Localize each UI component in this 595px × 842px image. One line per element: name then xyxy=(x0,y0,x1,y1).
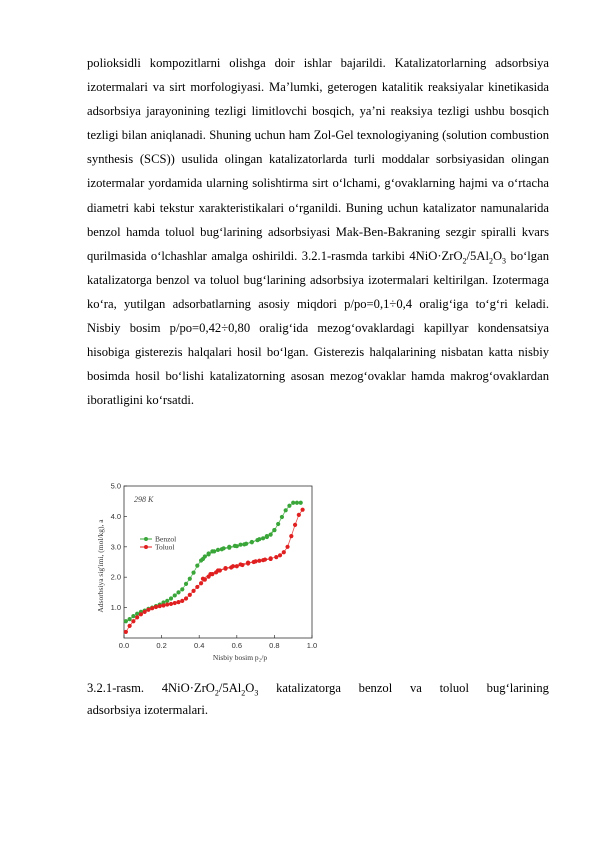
series-0 xyxy=(124,501,303,624)
data-point xyxy=(274,555,278,559)
paragraph-text: bo‘lgan katalizatorga benzol va toluol bug‘larining adsorbsiya izotermalari keltirilgan. Izotermaga ko‘ra, yutilgan adsorbatlarning asosiy miqdori p/po=0,1÷0,4 oralig‘iga to‘g‘ri keladi. Nisbiy bosim p/po=0,42÷0,80 oralig‘ida mezog‘ovaklardagi kapillyar kondensatsiya hisobiga gisterezis halqalari hosil bo‘lgan. Gisterezis halqalarining nisbatan katta nisbiy bosimda hosil bo‘lishi katalizatorning asosan mezog‘ovaklar hamda makrog‘ovaklardan iboratligini ko‘rsatdi. xyxy=(87,248,549,408)
series-3 xyxy=(201,557,273,581)
plot-frame xyxy=(124,486,312,638)
data-point xyxy=(208,572,212,576)
data-point xyxy=(158,604,162,608)
data-point xyxy=(165,599,169,603)
data-point xyxy=(161,603,165,607)
data-point xyxy=(201,577,205,581)
body-paragraph xyxy=(87,51,549,412)
adsorption-isotherm-figure xyxy=(92,476,322,664)
legend-label: Toluol xyxy=(155,542,175,552)
data-point xyxy=(291,501,295,505)
data-point xyxy=(216,568,220,572)
subscript: 2 xyxy=(462,256,467,266)
legend-marker xyxy=(144,537,148,541)
data-point xyxy=(287,504,291,508)
data-point xyxy=(173,593,177,597)
x-tick-label: 1.0 xyxy=(306,641,318,650)
data-point xyxy=(184,596,188,600)
data-point xyxy=(195,564,199,568)
data-point xyxy=(272,528,276,532)
temperature-annotation: 298 K xyxy=(134,495,154,504)
y-tick-label: 4.0 xyxy=(110,511,121,521)
data-point xyxy=(289,534,293,538)
figure-number: 3.2.1-rasm. xyxy=(87,681,145,695)
x-tick-label: 0.6 xyxy=(231,641,243,650)
data-point xyxy=(124,630,128,634)
x-tick-label: 0.4 xyxy=(193,641,205,650)
x-tick-label: 0.8 xyxy=(269,641,280,650)
data-point xyxy=(238,562,242,566)
data-point xyxy=(131,619,135,623)
data-point xyxy=(184,582,188,586)
data-point xyxy=(265,534,269,538)
data-point xyxy=(242,542,246,546)
data-point xyxy=(146,608,150,612)
axis-ticks xyxy=(111,482,318,651)
formula-part: /5Al xyxy=(466,248,489,263)
subscript: 2 xyxy=(214,688,219,698)
data-point xyxy=(135,612,139,616)
data-point xyxy=(284,508,288,512)
data-point xyxy=(143,610,147,614)
subscript: 2 xyxy=(241,688,246,698)
x-tick-label: 0.2 xyxy=(156,641,167,650)
data-point xyxy=(250,540,254,544)
data-point xyxy=(169,596,173,600)
data-point xyxy=(188,593,192,597)
data-point xyxy=(128,624,132,628)
data-point xyxy=(201,557,205,561)
data-point xyxy=(297,513,301,517)
data-point xyxy=(191,571,195,575)
data-point xyxy=(128,617,132,621)
data-point xyxy=(154,605,158,609)
data-point xyxy=(280,515,284,519)
data-point xyxy=(165,602,169,606)
data-point xyxy=(180,599,184,603)
data-point xyxy=(278,553,282,557)
data-point xyxy=(173,601,177,605)
data-point xyxy=(285,545,289,549)
data-point xyxy=(261,558,265,562)
subscript: 2 xyxy=(488,256,493,266)
paragraph-text: polioksidli kompozitlarni olishga doir ishlar bajarildi. Katalizatorlarning adsorbsiya izotermalari va sirt morfologiyasi. Ma’lumki, geterogen katalitik reaksiyalar kinetikasida adsorbsiya jarayonining tezligi limitlovchi bosqich, ya’ni reaksiya tezligi ushbu bosqich tezligi bilan aniqlanadi. Shuning uchun ham Zol-Gel texnologiyaning (solution combustion synthesis (SCS)) usulida olingan katalizatorlarda turli moddalar sorbsiyasidan olingan izotermalar yordamida ularning solishtirma sirt o‘lchami, g‘ovaklarning hajmi va o‘rtacha diametri kabi tekstur xarakteristikalari o‘rganildi. Buning uchun katalizator namunalarida benzol hamda toluol bug‘larining adsorbsiyasi Mak-Ben-Bakraning sezgir spiralli kvars qurilmasida o‘lchashlar amalga oshirildi. 3.2.1-rasmda tarkibi 4NiO·ZrO xyxy=(87,56,549,263)
caption-word: va xyxy=(409,681,422,695)
subscript: 3 xyxy=(502,256,507,266)
formula-part: /5Al xyxy=(218,681,242,695)
caption-formula xyxy=(162,677,259,699)
caption-word: toluol xyxy=(439,681,469,695)
data-point xyxy=(301,508,305,512)
data-point xyxy=(227,546,231,550)
subscript: 3 xyxy=(254,688,259,698)
formula-part: O xyxy=(245,681,255,695)
data-points xyxy=(124,501,305,634)
data-point xyxy=(124,619,128,623)
data-point xyxy=(231,564,235,568)
data-point xyxy=(212,549,216,553)
caption-line-2: adsorbsiya izotermalari. xyxy=(87,703,208,717)
figure-caption xyxy=(87,677,549,721)
x-axis-label: Nisbiy bosim p₂/p xyxy=(212,653,268,662)
data-point xyxy=(223,566,227,570)
y-tick-label: 5.0 xyxy=(110,481,121,491)
chart-axes xyxy=(124,486,312,638)
data-point xyxy=(191,589,195,593)
data-point xyxy=(295,501,299,505)
caption-word: benzol xyxy=(358,681,393,695)
caption-line-1 xyxy=(87,677,549,699)
data-point xyxy=(220,547,224,551)
y-tick-label: 1.0 xyxy=(110,603,121,613)
y-tick-label: 3.0 xyxy=(110,542,121,552)
data-point xyxy=(246,561,250,565)
data-point xyxy=(293,523,297,527)
chart-legend xyxy=(140,535,176,552)
y-axis-label: Adsorbsiya sig'imi, (mol/kg), a xyxy=(96,519,105,613)
data-point xyxy=(207,552,211,556)
formula-part: O xyxy=(492,248,503,263)
data-point xyxy=(269,557,273,561)
data-point xyxy=(254,559,258,563)
data-point xyxy=(169,602,173,606)
data-point xyxy=(195,585,199,589)
data-point xyxy=(176,590,180,594)
data-point xyxy=(282,550,286,554)
x-tick-label: 0.0 xyxy=(118,641,130,650)
data-point xyxy=(180,587,184,591)
data-point xyxy=(199,581,203,585)
data-point xyxy=(135,615,139,619)
legend-label: Benzol xyxy=(155,534,177,544)
data-point xyxy=(276,522,280,526)
data-point xyxy=(131,614,135,618)
data-point xyxy=(235,544,239,548)
y-tick-label: 2.0 xyxy=(110,572,121,582)
formula-part: 4NiO·ZrO xyxy=(161,681,215,695)
data-point xyxy=(188,577,192,581)
caption-word: katalizatorga xyxy=(276,681,341,695)
series-line xyxy=(126,503,301,622)
data-point xyxy=(139,612,143,616)
isotherm-chart xyxy=(92,476,322,664)
data-point xyxy=(150,606,154,610)
data-point xyxy=(257,537,261,541)
caption-word: bug‘larining xyxy=(486,681,549,695)
series-1 xyxy=(124,508,305,634)
legend-marker xyxy=(144,545,148,549)
data-point xyxy=(176,600,180,604)
data-point xyxy=(299,501,303,505)
